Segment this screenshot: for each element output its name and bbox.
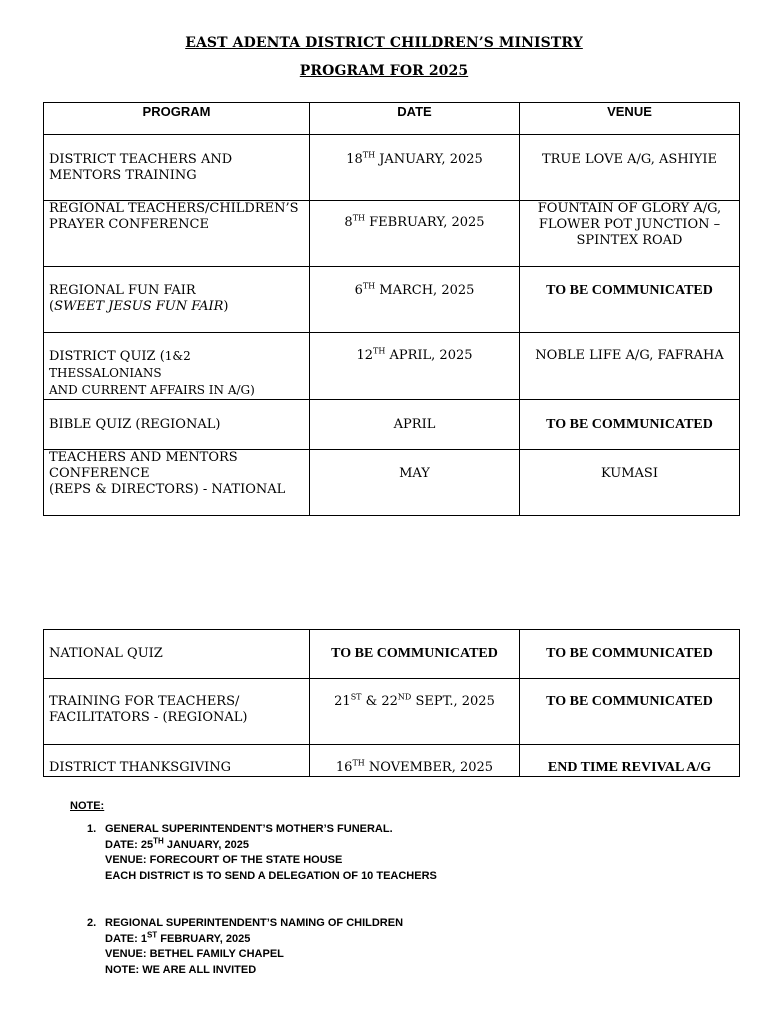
document-title: EAST ADENTA DISTRICT CHILDREN’S MINISTRY [185,35,583,51]
venue-text: KUMASI [601,466,658,481]
table-row [44,201,740,267]
program-table-continued [43,629,740,777]
column-header-date: DATE [310,103,520,135]
date-text: 12 [356,348,374,363]
venue-text: NOBLE LIFE A/G, FAFRAHA [535,348,724,363]
program-cell [44,201,310,267]
program-cell [44,400,310,450]
program-text: BIBLE QUIZ (REGIONAL) [49,416,221,432]
table-row [44,679,740,745]
venue-cell [520,679,740,745]
date-cell [310,400,520,450]
program-text: TRAINING FOR TEACHERS/ [49,694,240,709]
date-ordinal: TH [153,836,164,846]
note-date-text: DATE: 1 [105,932,147,945]
date-text: MARCH, 2025 [375,283,475,298]
column-header-program: PROGRAM [44,103,310,135]
note-date [105,838,710,854]
program-text: DISTRICT THANKSGIVING [49,760,231,775]
date-text: & 22 [361,694,398,709]
table-row [44,135,740,201]
program-text: REGIONAL FUN FAIR [49,283,196,298]
date-text: 6 [354,283,363,298]
date-text: MAY [399,466,430,481]
venue-cell [520,400,740,450]
venue-text: SPINTEX ROAD [576,233,683,248]
date-text: APRIL [393,416,436,432]
note-title: GENERAL SUPERINTENDENT’S MOTHER’S FUNERAL. [105,823,393,835]
program-text-italic: SWEET JESUS FUN FAIR [54,299,224,314]
date-cell [310,679,520,745]
venue-cell [520,333,740,400]
program-text: NATIONAL QUIZ [49,646,163,661]
date-text: 21 [334,694,351,709]
program-cell [44,333,310,400]
table-header-row [44,103,740,135]
program-text: AND CURRENT AFFAIRS IN A/G) [49,383,255,397]
date-ordinal: ST [146,929,158,939]
date-text: APRIL, 2025 [385,348,473,363]
note-date [105,929,710,948]
program-text: (REPS & DIRECTORS) - NATIONAL [49,482,286,497]
program-cell [44,135,310,201]
date-cell [310,630,520,679]
note-extra: NOTE: WE ARE ALL INVITED [105,963,257,976]
note-date-text: FEBRUARY, 2025 [157,932,251,945]
venue-text: TO BE COMMUNICATED [546,416,713,432]
table-row [44,267,740,333]
table-row [44,333,740,400]
table-row [44,745,740,777]
program-cell [44,745,310,777]
date-text: FEBRUARY, 2025 [365,215,485,230]
date-ordinal: ST [350,692,362,702]
date-cell [310,201,520,267]
date-text: SEPT., 2025 [411,694,495,709]
venue-cell [520,630,740,679]
date-ordinal: TH [373,346,386,356]
program-text: MENTORS TRAINING [49,167,197,183]
date-text: 18 [346,151,363,167]
note-extra: EACH DISTRICT IS TO SEND A DELEGATION OF 10 TEACHERS [105,870,437,883]
note-title: REGIONAL SUPERINTENDENT’S NAMING OF CHILDREN [105,916,404,929]
program-text: DISTRICT TEACHERS AND [49,151,233,167]
list-number: 2. [87,916,97,929]
program-text: CONFERENCE [49,466,150,481]
program-text: PRAYER CONFERENCE [49,217,209,232]
program-table [43,102,740,516]
list-item [70,822,710,885]
list-number: 1. [87,823,97,835]
date-cell [310,135,520,201]
venue-text: FOUNTAIN OF GLORY A/G, [537,201,722,216]
date-text: NOVEMBER, 2025 [364,760,494,775]
program-cell [44,630,310,679]
program-text: REGIONAL TEACHERS/CHILDREN’S [49,201,299,216]
date-ordinal: TH [352,758,365,768]
program-cell [44,679,310,745]
date-text: 8 [344,215,353,230]
program-cell [44,450,310,516]
program-cell: REGIONAL FUN FAIR (SWEET JESUS FUN FAIR) [44,267,310,333]
venue-text: FLOWER POT JUNCTION – [538,217,721,232]
date-ordinal: TH [362,150,376,160]
venue-cell [520,450,740,516]
list-item [70,916,710,979]
venue-text: TO BE COMMUNICATED [546,283,713,298]
venue-text: END TIME REVIVAL A/G [547,760,712,775]
note-venue: VENUE: FORECOURT OF THE STATE HOUSE [105,854,343,867]
date-ordinal: ND [397,692,412,702]
venue-text: TO BE COMMUNICATED [546,646,713,661]
date-ordinal: TH [352,213,365,223]
table-row [44,630,740,679]
date-text: TO BE COMMUNICATED [331,646,498,661]
date-ordinal: TH [362,281,376,291]
venue-cell [520,267,740,333]
venue-cell [520,201,740,267]
date-cell [310,333,520,400]
date-text: 16 [335,760,353,775]
document-subtitle: PROGRAM FOR 2025 [299,63,469,79]
note-venue: VENUE: BETHEL FAMILY CHAPEL [105,948,284,961]
venue-cell [520,135,740,201]
date-text: JANUARY, 2025 [375,151,483,167]
table-row [44,400,740,450]
date-cell [310,267,520,333]
program-text: FACILITATORS - (REGIONAL) [49,710,248,725]
program-text: DISTRICT QUIZ ( [49,349,165,364]
venue-cell [520,745,740,777]
table-row [44,450,740,516]
program-text: 1&2 THESSALONIANS [49,349,191,380]
venue-text: TRUE LOVE A/G, ASHIYIE [541,151,718,167]
date-cell [310,450,520,516]
note-label: NOTE: [70,800,105,812]
note-date-text: DATE: 25 [105,838,154,851]
notes-list [70,822,710,979]
column-header-venue: VENUE [520,103,740,135]
program-text: TEACHERS AND MENTORS [49,450,238,465]
venue-text: TO BE COMMUNICATED [546,694,713,709]
date-cell [310,745,520,777]
note-date-text: JANUARY, 2025 [163,838,249,851]
